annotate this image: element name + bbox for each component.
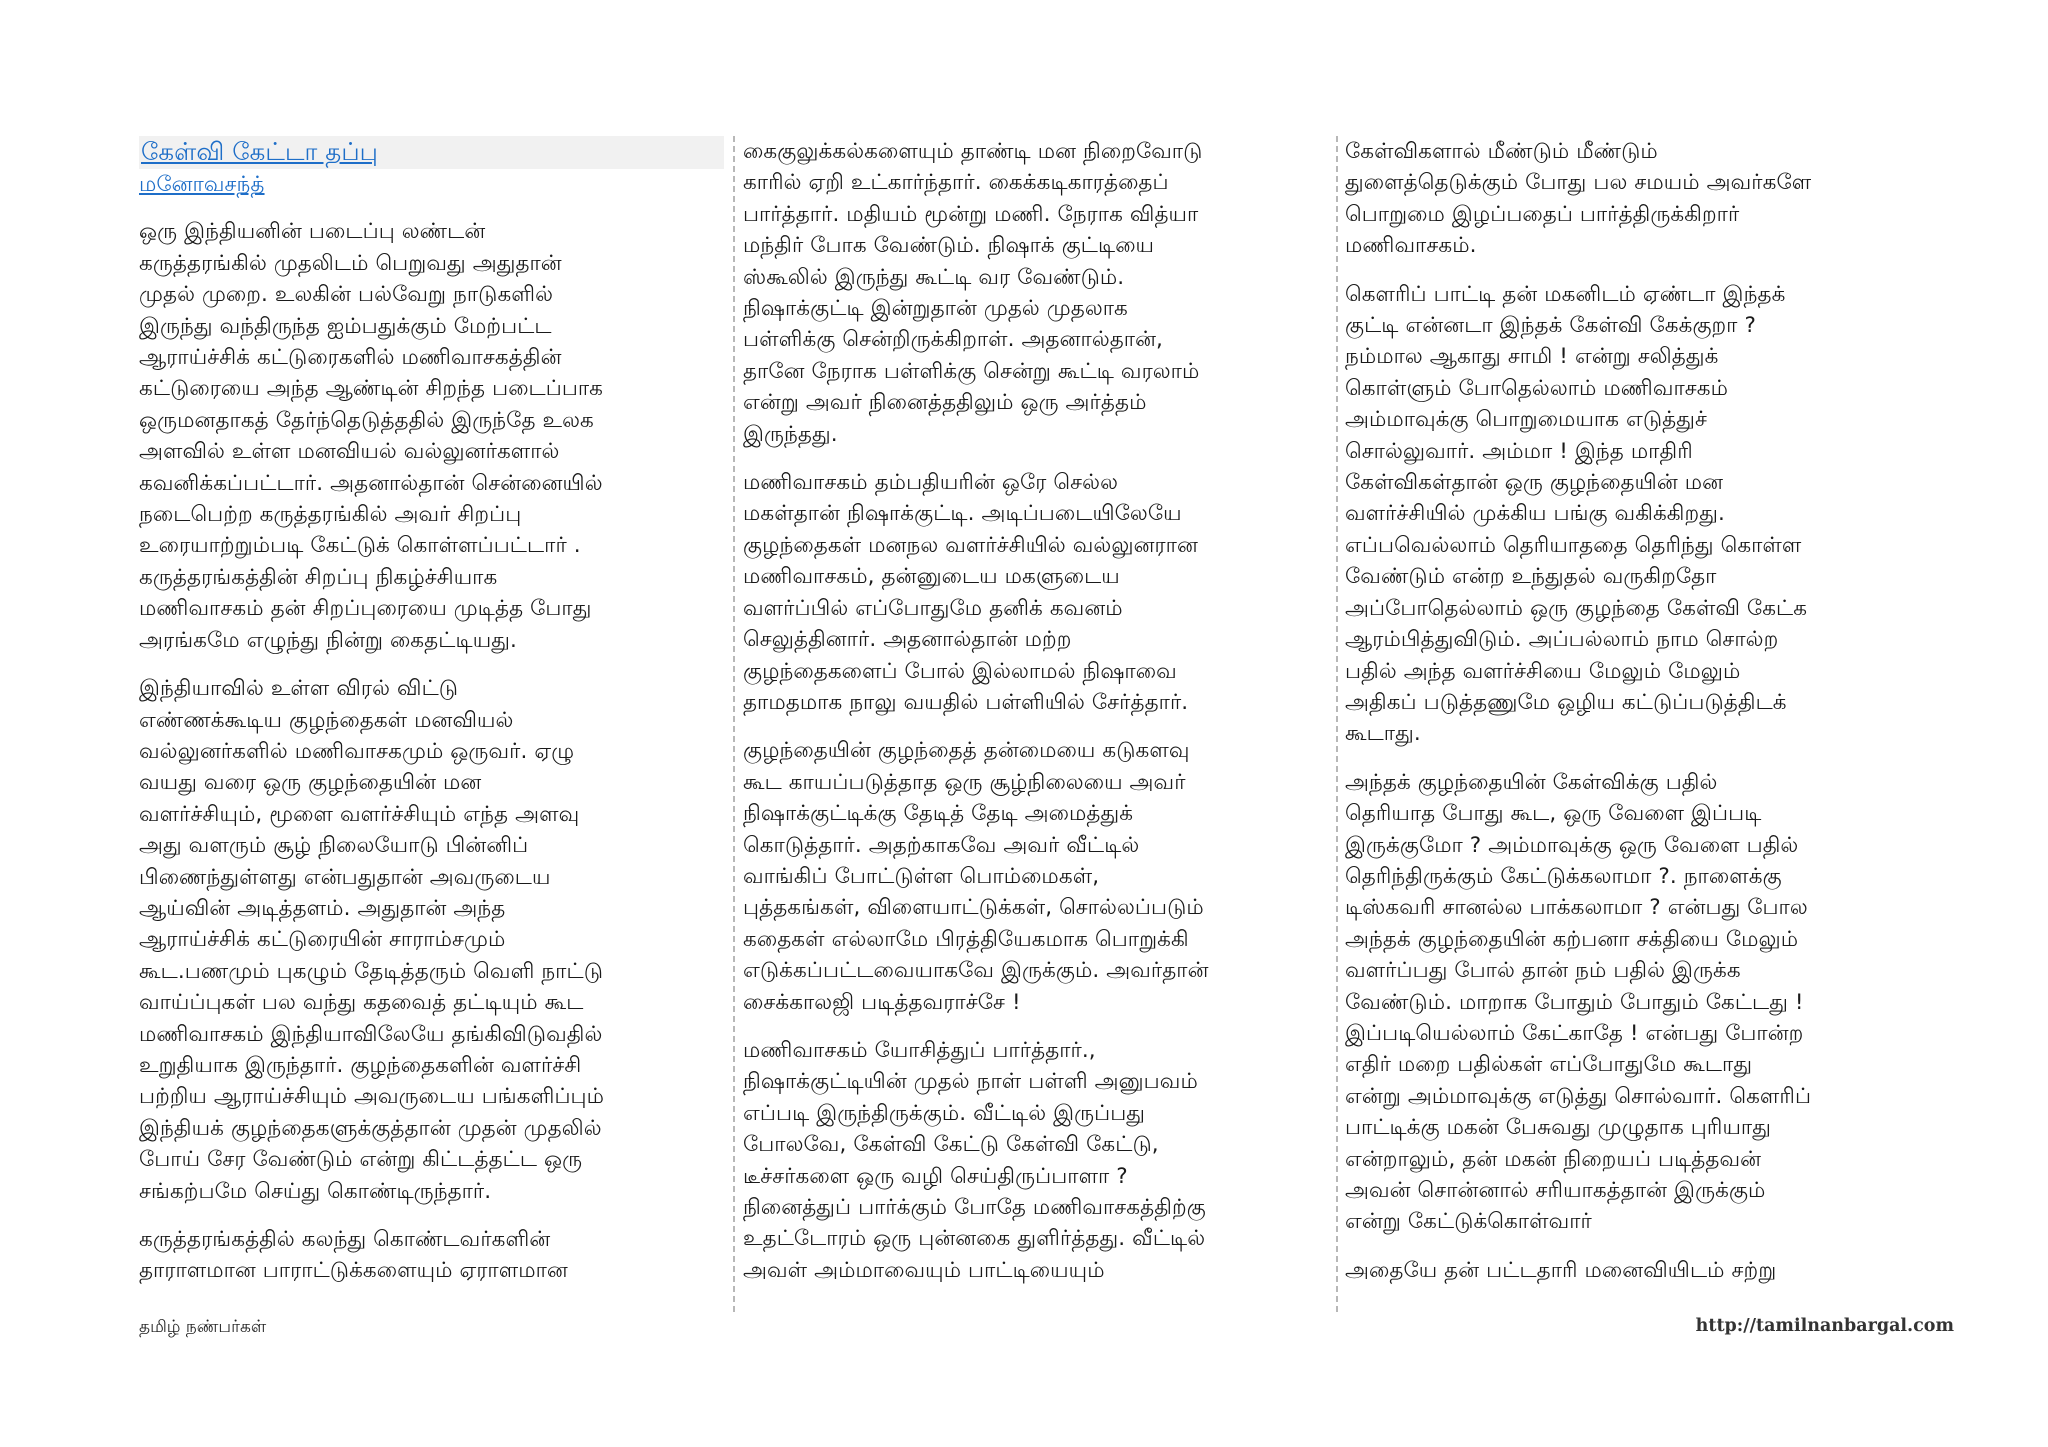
paragraph: இந்தியாவில் உள்ள விரல் விட்டு எண்ணக்கூடிய குழந்தைகள் மனவியல் வல்லுனர்களில் மணிவாசகமும் ஒருவர். ஏழு வயது வரை ஒரு குழந்தையின் மன வளர்ச்சியும், மூளை வளர்ச்சியும் எந்த அளவு அது வளரும் சூழ் நிலையோடு பின்னிப் பிணைந்துள்ளது என்பதுதான் அவருடைய ஆய்வின் அடித்தளம். அதுதான் அந்த ஆராய்ச்சிக் கட்டுரையின் சாராம்சமும் கூட.பணமும் புகழும் தேடித்தரும் வெளி நாட்டு வாய்ப்புகள் பல வந்து கதவைத் தட்டியும் கூட மணிவாசகம் இந்தியாவிலேயே தங்கிவிடுவதில் உறுதியாக இருந்தார். குழந்தைகளின் வளர்ச்சி பற்றிய ஆராய்ச்சியும் அவருடைய பங்களிப்பும் இந்தியக் குழந்தைகளுக்குத்தான் முதன் முதலில் போய் சேர வேண்டும் என்று கிட்டத்தட்ட ஒரு சங்கற்பமே செய்து கொண்டிருந்தார். — [139, 676, 605, 1204]
title-bar — [139, 136, 724, 169]
article-title-link[interactable]: கேள்வி கேட்டா தப்பு — [141, 137, 379, 166]
paragraph: அந்தக் குழந்தையின் கேள்விக்கு பதில் தெரியாத போது கூட, ஒரு வேளை இப்படி இருக்குமோ ? அம்மாவுக்கு ஒரு வேளை பதில் தெரிந்திருக்கும் கேட்டுக்கலாமா ?. நாளைக்கு டிஸ்கவரி சானல்ல பாக்கலாமா ? என்பது போல அந்தக் குழந்தையின் கற்பனா சக்தியை மேலும் வளர்ப்பது போல் தான் நம் பதில் இருக்க வேண்டும். மாறாக போதும் போதும் கேட்டது ! இப்படியெல்லாம் கேட்காதே ! என்பது போன்ற எதிர் மறை பதில்கள் எப்போதுமே கூடாது என்று அம்மாவுக்கு எடுத்து சொல்வார். கௌரிப் பாட்டிக்கு மகன் பேசுவது முழுதாக புரியாது என்றாலும், தன் மகன் நிறையப் படித்தவன் அவன் சொன்னால் சரியாகத்தான் இருக்கும் என்று கேட்டுக்கொள்வார் — [1345, 769, 1812, 1235]
column-divider — [1336, 136, 1338, 1312]
column-2 — [743, 136, 1327, 1314]
paragraph: கைகுலுக்கல்களையும் தாண்டி மன நிறைவோடு காரில் ஏறி உட்கார்ந்தார். கைக்கடிகாரத்தைப் பார்த்தார். மதியம் மூன்று மணி. நேராக வித்யா மந்திர் போக வேண்டும். நிஷாக் குட்டியை ஸ்கூலில் இருந்து கூட்டி வர வேண்டும். நிஷாக்குட்டி இன்றுதான் முதல் முதலாக பள்ளிக்கு சென்றிருக்கிறாள். அதனால்தான், தானே நேராக பள்ளிக்கு சென்று கூட்டி வரலாம் என்று அவர் நினைத்ததிலும் ஒரு அர்த்தம் இருந்தது. — [743, 139, 1203, 447]
column-divider — [733, 136, 735, 1312]
paragraph: மணிவாசகம் தம்பதியரின் ஒரே செல்ல மகள்தான் நிஷாக்குட்டி. அடிப்படையிலேயே குழந்தைகள் மனநல வளர்ச்சியில் வல்லுனரான மணிவாசகம், தன்னுடைய மகளுடைய வளர்ப்பில் எப்போதுமே தனிக் கவனம் செலுத்தினார். அதனால்தான் மற்ற குழந்தைகளைப் போல் இல்லாமல் நிஷாவை தாமதமாக நாலு வயதில் பள்ளியில் சேர்த்தார். — [743, 470, 1198, 715]
column-1 — [139, 136, 724, 1314]
paragraph: மணிவாசகம் யோசித்துப் பார்த்தார்., நிஷாக்குட்டியின் முதல் நாள் பள்ளி அனுபவம் எப்படி இருந்திருக்கும். வீட்டில் இருப்பது போலவே, கேள்வி கேட்டு கேள்வி கேட்டு, டீச்சர்களை ஒரு வழி செய்திருப்பாளா ? நினைத்துப் பார்க்கும் போதே மணிவாசகத்திற்கு உதட்டோரம் ஒரு புன்னகை துளிர்த்தது. வீட்டில் அவள் அம்மாவையும் பாட்டியையும் — [743, 1037, 1206, 1283]
paragraph: ஒரு இந்தியனின் படைப்பு லண்டன் கருத்தரங்கில் முதலிடம் பெறுவது அதுதான் முதல் முறை. உலகின் பல்வேறு நாடுகளில் இருந்து வந்திருந்த ஐம்பதுக்கும் மேற்பட்ட ஆராய்ச்சிக் கட்டுரைகளில் மணிவாசகத்தின் கட்டுரையை அந்த ஆண்டின் சிறந்த படைப்பாக ஒருமனதாகத் தேர்ந்தெடுத்ததில் இருந்தே உலக அளவில் உள்ள மனவியல் வல்லுனர்களால் கவனிக்கப்பட்டார். அதனால்தான் சென்னையில் நடைபெற்ற கருத்தரங்கில் அவர் சிறப்பு உரையாற்றும்படி கேட்டுக் கொள்ளப்பட்டார் . கருத்தரங்கத்தின் சிறப்பு நிகழ்ச்சியாக மணிவாசகம் தன் சிறப்புரையை முடித்த போது அரங்கமே எழுந்து நின்று கைதட்டியது. — [139, 219, 604, 653]
paragraph: கேள்விகளால் மீண்டும் மீண்டும் துளைத்தெடுக்கும் போது பல சமயம் அவர்களே பொறுமை இழப்பதைப் பார்த்திருக்கிறார் மணிவாசகம். — [1345, 139, 1812, 259]
column-3 — [1345, 136, 1933, 1314]
paragraph: குழந்தையின் குழந்தைத் தன்மையை கடுகளவு கூட காயப்படுத்தாத ஒரு சூழ்நிலையை அவர் நிஷாக்குட்டிக்கு தேடித் தேடி அமைத்துக் கொடுத்தார். அதற்காகவே அவர் வீட்டில் வாங்கிப் போட்டுள்ள பொம்மைகள், புத்தகங்கள், விளையாட்டுக்கள், சொல்லப்படும் கதைகள் எல்லாமே பிரத்தியேகமாக பொறுக்கி எடுக்கப்பட்டவையாகவே இருக்கும். அவர்தான் சைக்காலஜி படித்தவராச்சே ! — [743, 738, 1209, 1015]
paragraph: அதையே தன் பட்டதாரி மனைவியிடம் சற்று — [1345, 1257, 1777, 1283]
footer-url[interactable]: http://tamilnanbargal.com — [1695, 1316, 1954, 1336]
footer-site-name: தமிழ் நண்பர்கள் — [139, 1317, 267, 1337]
paragraph: கருத்தரங்கத்தில் கலந்து கொண்டவர்களின் தாராளமான பாராட்டுக்களையும் ஏராளமான — [139, 1227, 568, 1284]
author-link[interactable]: மனோவசந்த் — [139, 172, 265, 198]
paragraph: கௌரிப் பாட்டி தன் மகனிடம் ஏண்டா இந்தக் குட்டி என்னடா இந்தக் கேள்வி கேக்குறா ? நம்மால ஆகாது சாமி ! என்று சலித்துக் கொள்ளும் போதெல்லாம் மணிவாசகம் அம்மாவுக்கு பொறுமையாக எடுத்துச் சொல்லுவார். அம்மா ! இந்த மாதிரி கேள்விகள்தான் ஒரு குழந்தையின் மன வளர்ச்சியில் முக்கிய பங்கு வகிக்கிறது. எப்பவெல்லாம் தெரியாததை தெரிந்து கொள்ள வேண்டும் என்ற உந்துதல் வருகிறதோ அப்போதெல்லாம் ஒரு குழந்தை கேள்வி கேட்க ஆரம்பித்துவிடும். அப்பல்லாம் நாம சொல்ற பதில் அந்த வளர்ச்சியை மேலும் மேலும் அதிகப் படுத்தணுமே ஒழிய கட்டுப்படுத்திடக் கூடாது. — [1345, 281, 1808, 747]
